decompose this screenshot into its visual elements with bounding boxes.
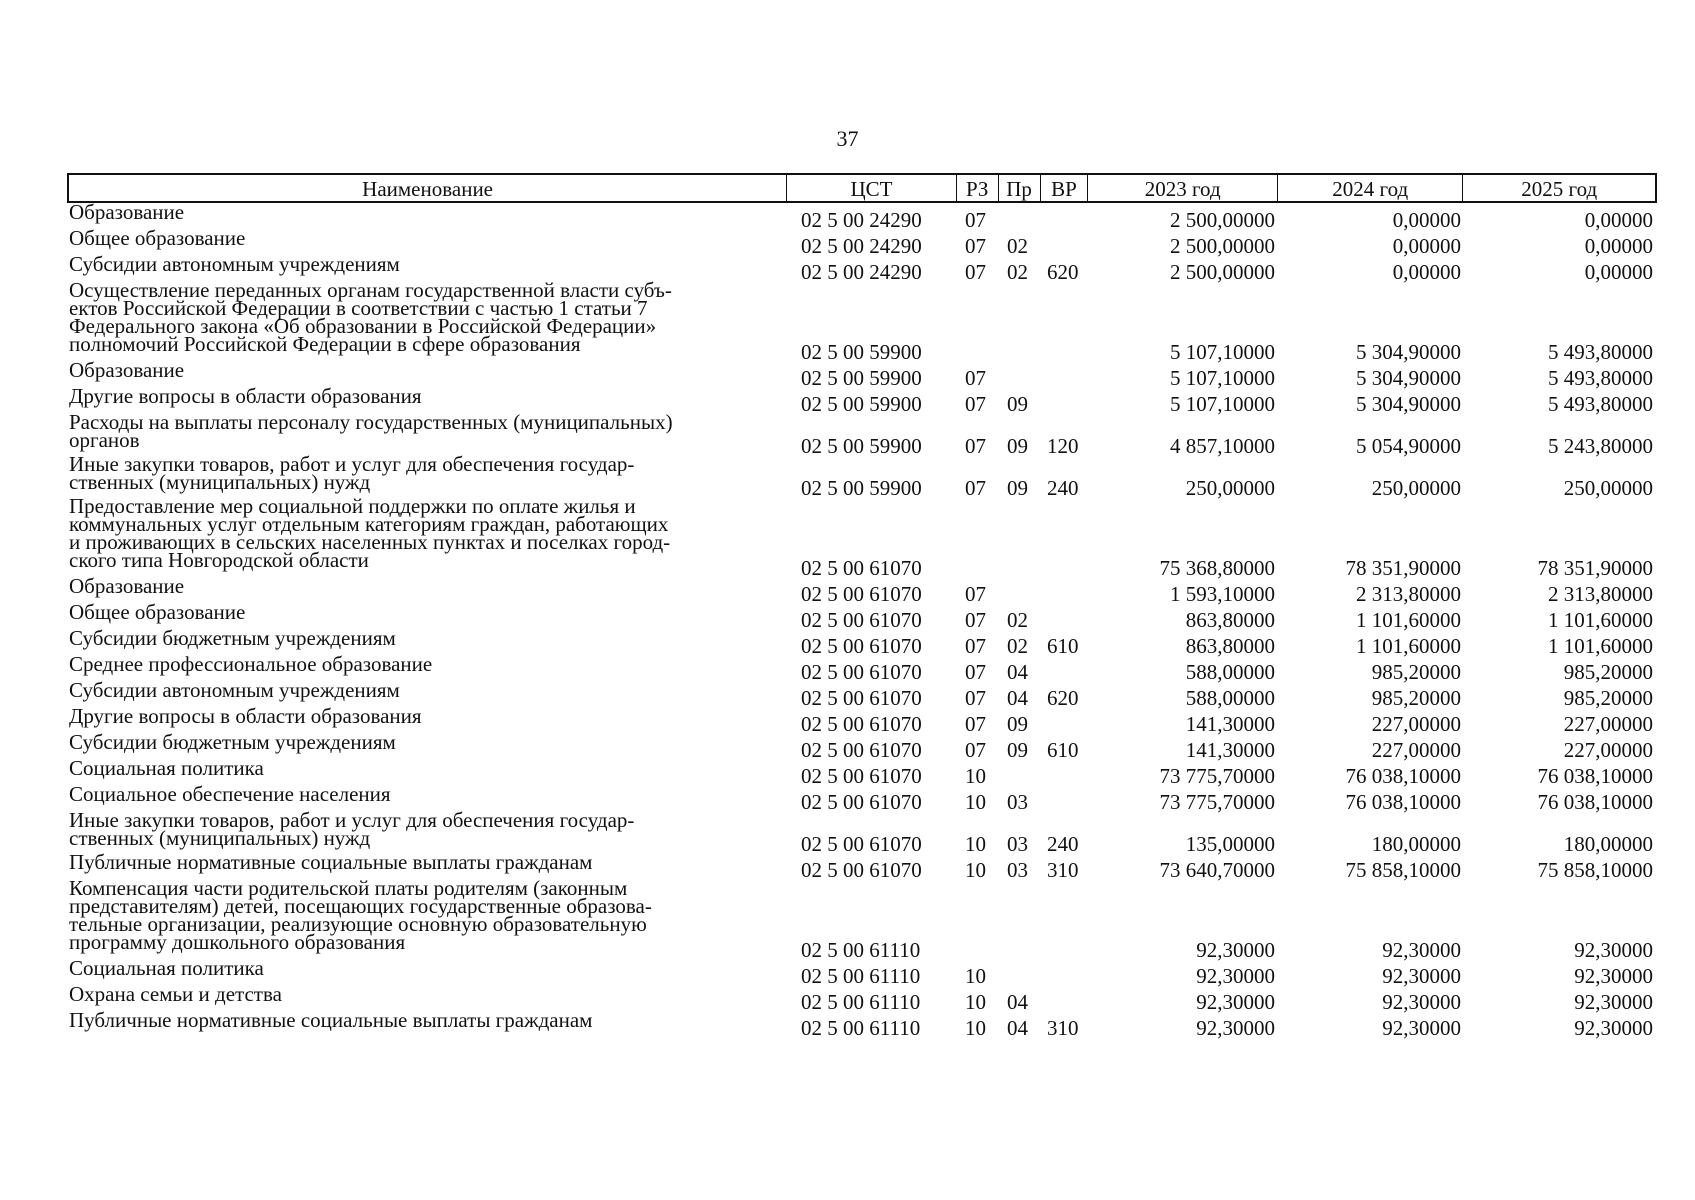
cell-y2025: 92,30000 — [1574, 990, 1653, 1014]
cell-y2024: 1 101,60000 — [1356, 634, 1461, 658]
cell-y2024: 75 858,10000 — [1345, 858, 1461, 882]
cell-y2023: 73 640,70000 — [1159, 858, 1275, 882]
cell-cst: 02 5 00 59900 — [801, 366, 922, 390]
table-row — [67, 278, 1657, 364]
cell-name: Общее образование — [69, 226, 246, 250]
cell-y2024: 5 304,90000 — [1356, 340, 1461, 364]
cell-y2023: 92,30000 — [1196, 1016, 1275, 1040]
table-row — [67, 494, 1657, 580]
cell-y2025: 985,20000 — [1563, 686, 1653, 710]
cell-y2024: 92,30000 — [1382, 938, 1461, 962]
cell-vr: 620 — [1047, 260, 1079, 284]
cell-pr: 04 — [1007, 1016, 1028, 1040]
cell-name: Субсидии автономным учреждениям — [69, 252, 400, 276]
cell-rz: 10 — [965, 790, 986, 814]
cell-cst: 02 5 00 61070 — [801, 790, 922, 814]
cell-name: Социальная политика — [69, 956, 264, 980]
table-header — [67, 173, 1657, 203]
cell-rz: 07 — [965, 712, 986, 736]
cell-cst: 02 5 00 61070 — [801, 712, 922, 736]
cell-rz: 07 — [965, 392, 986, 416]
cell-y2024: 250,00000 — [1371, 476, 1461, 500]
header-2023: 2023 год — [1088, 175, 1278, 201]
cell-y2025: 92,30000 — [1574, 964, 1653, 988]
cell-cst: 02 5 00 59900 — [801, 340, 922, 364]
cell-y2023: 5 107,10000 — [1170, 392, 1275, 416]
cell-pr: 09 — [1007, 476, 1028, 500]
table-row — [67, 876, 1657, 962]
cell-y2025: 76 038,10000 — [1537, 790, 1653, 814]
cell-name: Иные закупки товаров, работ и услуг для обеспечения государ- ственных (муниципальных) нужд — [69, 452, 635, 494]
page-number: 37 — [836, 126, 859, 151]
cell-rz: 07 — [965, 608, 986, 632]
cell-pr: 03 — [1007, 832, 1028, 856]
cell-y2024: 1 101,60000 — [1356, 608, 1461, 632]
cell-rz: 10 — [965, 764, 986, 788]
cell-y2023: 588,00000 — [1185, 686, 1275, 710]
cell-rz: 07 — [965, 234, 986, 258]
table-row — [67, 808, 1657, 856]
cell-name: Субсидии бюджетным учреждениям — [69, 626, 396, 650]
cell-y2025: 250,00000 — [1563, 476, 1653, 500]
cell-rz: 07 — [965, 366, 986, 390]
cell-cst: 02 5 00 61070 — [801, 556, 922, 580]
cell-y2023: 2 500,00000 — [1170, 234, 1275, 258]
cell-y2025: 0,00000 — [1584, 260, 1653, 284]
cell-rz: 07 — [965, 260, 986, 284]
cell-name: Общее образование — [69, 600, 246, 624]
cell-pr: 09 — [1007, 392, 1028, 416]
cell-pr: 02 — [1007, 260, 1028, 284]
cell-y2023: 73 775,70000 — [1159, 764, 1275, 788]
cell-pr: 03 — [1007, 790, 1028, 814]
cell-vr: 610 — [1047, 738, 1079, 762]
table-row — [67, 956, 1657, 988]
cell-cst: 02 5 00 61070 — [801, 686, 922, 710]
cell-rz: 10 — [965, 1016, 986, 1040]
table-row — [67, 200, 1657, 232]
cell-rz: 10 — [965, 832, 986, 856]
cell-cst: 02 5 00 61110 — [801, 990, 921, 1014]
header-pr: Пр — [999, 175, 1041, 201]
cell-y2024: 985,20000 — [1371, 686, 1461, 710]
cell-vr: 610 — [1047, 634, 1079, 658]
header-rz: РЗ — [957, 175, 999, 201]
budget-table — [67, 173, 1657, 1040]
table-row — [67, 574, 1657, 606]
cell-cst: 02 5 00 61070 — [801, 660, 922, 684]
cell-y2024: 227,00000 — [1371, 712, 1461, 736]
table-body — [67, 200, 1657, 1040]
cell-name: Среднее профессиональное образование — [69, 652, 433, 676]
cell-name: Образование — [69, 200, 185, 224]
cell-y2023: 73 775,70000 — [1159, 790, 1275, 814]
table-row — [67, 730, 1657, 762]
cell-y2025: 0,00000 — [1584, 234, 1653, 258]
cell-y2025: 985,20000 — [1563, 660, 1653, 684]
cell-rz: 07 — [965, 738, 986, 762]
cell-y2023: 92,30000 — [1196, 990, 1275, 1014]
cell-name: Образование — [69, 574, 185, 598]
cell-y2024: 76 038,10000 — [1345, 764, 1461, 788]
cell-y2023: 75 368,80000 — [1159, 556, 1275, 580]
header-vr: ВР — [1041, 175, 1089, 201]
cell-name: Осуществление переданных органам государственной власти субъ- ектов Российской Федерации в соответствии с частью 1 статьи 7 Федерального закона «Об образовании в Российской Федерации» полномочий Российской Федерации в сфере образования — [69, 278, 672, 356]
cell-name: Предоставление мер социальной поддержки по оплате жилья и коммунальных услуг отдельным категориям граждан, работающих и проживающих в сельских населенных пунктах и поселках город- ского типа Новгородской области — [69, 494, 671, 572]
header-cst: ЦСТ — [787, 175, 957, 201]
cell-name: Социальное обеспечение населения — [69, 782, 391, 806]
cell-y2024: 5 304,90000 — [1356, 366, 1461, 390]
cell-y2023: 135,00000 — [1185, 832, 1275, 856]
cell-y2024: 227,00000 — [1371, 738, 1461, 762]
cell-name: Публичные нормативные социальные выплаты гражданам — [69, 850, 593, 874]
table-row — [67, 452, 1657, 500]
cell-cst: 02 5 00 59900 — [801, 476, 922, 500]
cell-y2023: 92,30000 — [1196, 938, 1275, 962]
cell-vr: 120 — [1047, 434, 1079, 458]
cell-y2023: 588,00000 — [1185, 660, 1275, 684]
cell-name: Иные закупки товаров, работ и услуг для обеспечения государ- ственных (муниципальных) нужд — [69, 808, 635, 850]
cell-y2023: 5 107,10000 — [1170, 340, 1275, 364]
cell-pr: 04 — [1007, 660, 1028, 684]
cell-y2024: 92,30000 — [1382, 964, 1461, 988]
cell-cst: 02 5 00 59900 — [801, 392, 922, 416]
cell-pr: 04 — [1007, 990, 1028, 1014]
cell-y2025: 75 858,10000 — [1537, 858, 1653, 882]
cell-cst: 02 5 00 61070 — [801, 608, 922, 632]
cell-y2025: 180,00000 — [1563, 832, 1653, 856]
cell-vr: 240 — [1047, 476, 1079, 500]
cell-cst: 02 5 00 24290 — [801, 208, 922, 232]
cell-rz: 07 — [965, 434, 986, 458]
cell-y2025: 5 493,80000 — [1548, 340, 1653, 364]
cell-y2023: 863,80000 — [1185, 634, 1275, 658]
cell-rz: 07 — [965, 476, 986, 500]
cell-y2025: 1 101,60000 — [1548, 608, 1653, 632]
cell-y2025: 5 493,80000 — [1548, 366, 1653, 390]
cell-cst: 02 5 00 59900 — [801, 434, 922, 458]
cell-name: Расходы на выплаты персоналу государственных (муниципальных) органов — [69, 410, 673, 452]
cell-cst: 02 5 00 61110 — [801, 964, 921, 988]
cell-rz: 07 — [965, 660, 986, 684]
header-2025: 2025 год — [1521, 176, 1598, 201]
cell-y2023: 4 857,10000 — [1170, 434, 1275, 458]
cell-y2024: 5 054,90000 — [1356, 434, 1461, 458]
cell-name: Субсидии автономным учреждениям — [69, 678, 400, 702]
cell-rz: 10 — [965, 858, 986, 882]
cell-y2023: 2 500,00000 — [1170, 260, 1275, 284]
cell-pr: 03 — [1007, 858, 1028, 882]
cell-cst: 02 5 00 61110 — [801, 1016, 921, 1040]
cell-y2025: 78 351,90000 — [1537, 556, 1653, 580]
cell-rz: 07 — [965, 686, 986, 710]
cell-pr: 02 — [1007, 634, 1028, 658]
cell-y2024: 76 038,10000 — [1345, 790, 1461, 814]
cell-y2023: 141,30000 — [1185, 738, 1275, 762]
cell-cst: 02 5 00 24290 — [801, 260, 922, 284]
cell-vr: 240 — [1047, 832, 1079, 856]
cell-y2025: 5 493,80000 — [1548, 392, 1653, 416]
table-row — [67, 1008, 1657, 1040]
cell-pr: 02 — [1007, 234, 1028, 258]
cell-name: Публичные нормативные социальные выплаты гражданам — [69, 1008, 593, 1032]
cell-y2023: 1 593,10000 — [1170, 582, 1275, 606]
cell-pr: 02 — [1007, 608, 1028, 632]
cell-name: Образование — [69, 358, 185, 382]
header-2024: 2024 год — [1278, 175, 1464, 201]
cell-cst: 02 5 00 61070 — [801, 582, 922, 606]
cell-y2025: 76 038,10000 — [1537, 764, 1653, 788]
cell-name: Другие вопросы в области образования — [69, 704, 422, 728]
cell-y2024: 92,30000 — [1382, 1016, 1461, 1040]
cell-vr: 310 — [1047, 858, 1079, 882]
cell-y2023: 863,80000 — [1185, 608, 1275, 632]
cell-vr: 310 — [1047, 1016, 1079, 1040]
cell-y2025: 92,30000 — [1574, 938, 1653, 962]
cell-name: Охрана семьи и детства — [69, 982, 282, 1006]
cell-cst: 02 5 00 61070 — [801, 832, 922, 856]
cell-y2025: 2 313,80000 — [1548, 582, 1653, 606]
cell-y2024: 0,00000 — [1392, 208, 1461, 232]
cell-y2025: 0,00000 — [1584, 208, 1653, 232]
cell-cst: 02 5 00 61110 — [801, 938, 921, 962]
cell-y2023: 250,00000 — [1185, 476, 1275, 500]
cell-cst: 02 5 00 61070 — [801, 738, 922, 762]
cell-y2025: 92,30000 — [1574, 1016, 1653, 1040]
cell-y2024: 5 304,90000 — [1356, 392, 1461, 416]
cell-name: Компенсация части родительской платы родителям (законным представителям) детей, посещающих государственные образова- тельные организации, реализующие основную образовательную программу дошкольного образования — [69, 876, 652, 954]
cell-cst: 02 5 00 61070 — [801, 764, 922, 788]
cell-rz: 07 — [965, 208, 986, 232]
cell-cst: 02 5 00 61070 — [801, 858, 922, 882]
cell-y2025: 5 243,80000 — [1548, 434, 1653, 458]
cell-y2023: 141,30000 — [1185, 712, 1275, 736]
cell-y2024: 180,00000 — [1371, 832, 1461, 856]
cell-y2023: 92,30000 — [1196, 964, 1275, 988]
cell-name: Другие вопросы в области образования — [69, 384, 422, 408]
cell-pr: 09 — [1007, 434, 1028, 458]
cell-y2024: 985,20000 — [1371, 660, 1461, 684]
cell-pr: 04 — [1007, 686, 1028, 710]
cell-y2025: 227,00000 — [1563, 738, 1653, 762]
header-name: Наименование — [69, 175, 787, 201]
cell-y2023: 5 107,10000 — [1170, 366, 1275, 390]
cell-y2024: 2 313,80000 — [1356, 582, 1461, 606]
cell-y2024: 78 351,90000 — [1345, 556, 1461, 580]
cell-rz: 10 — [965, 964, 986, 988]
cell-y2024: 0,00000 — [1392, 260, 1461, 284]
cell-name: Социальная политика — [69, 756, 264, 780]
cell-cst: 02 5 00 61070 — [801, 634, 922, 658]
cell-cst: 02 5 00 24290 — [801, 234, 922, 258]
cell-rz: 07 — [965, 582, 986, 606]
cell-vr: 620 — [1047, 686, 1079, 710]
cell-y2024: 92,30000 — [1382, 990, 1461, 1014]
cell-pr: 09 — [1007, 712, 1028, 736]
cell-y2025: 227,00000 — [1563, 712, 1653, 736]
cell-y2023: 2 500,00000 — [1170, 208, 1275, 232]
cell-name: Субсидии бюджетным учреждениям — [69, 730, 396, 754]
cell-y2025: 1 101,60000 — [1548, 634, 1653, 658]
cell-y2024: 0,00000 — [1392, 234, 1461, 258]
cell-rz: 10 — [965, 990, 986, 1014]
cell-rz: 07 — [965, 634, 986, 658]
cell-pr: 09 — [1007, 738, 1028, 762]
table-row — [67, 410, 1657, 458]
